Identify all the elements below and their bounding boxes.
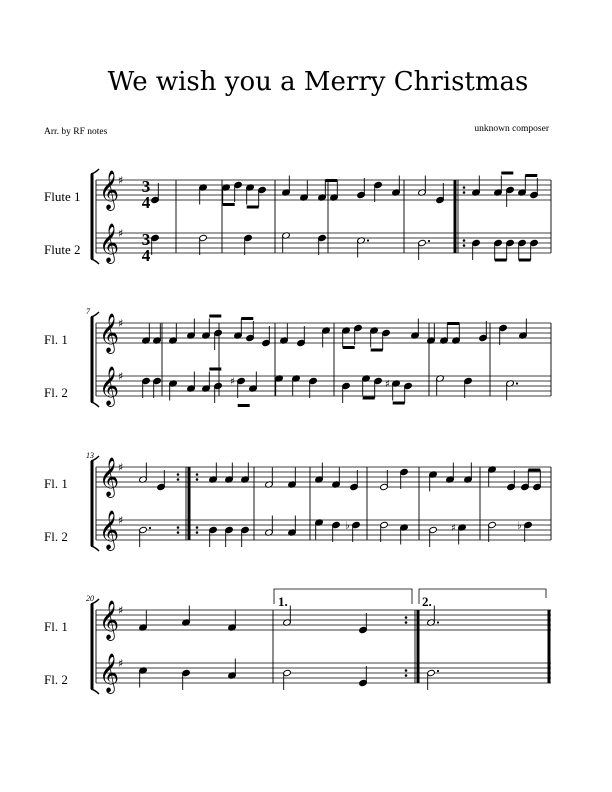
treble-clef-icon: 𝄞 — [99, 170, 120, 210]
sharp-icon: ♯ — [385, 379, 390, 390]
volta-bracket — [419, 589, 546, 604]
dot — [437, 670, 439, 672]
dot — [367, 239, 369, 241]
time-signature-flute-2 — [142, 230, 151, 265]
treble-clef-icon: 𝄞 — [99, 653, 120, 693]
instrument-short-fl1-sys4: Fl. 1 — [44, 619, 68, 634]
volta-label-1: 1. — [278, 594, 288, 609]
sharp-icon: ♯ — [230, 376, 235, 388]
measure-number-13: 13 — [86, 451, 94, 460]
dot — [428, 240, 430, 242]
sharp-icon: ♯ — [118, 370, 124, 383]
bracket-hook — [91, 689, 99, 694]
measure-number-20: 20 — [86, 594, 94, 603]
time-sig-denominator: 4 — [141, 193, 151, 212]
repeat-dot — [463, 239, 466, 242]
instrument-short-fl2-sys4: Fl. 2 — [44, 672, 68, 687]
repeat-dot — [177, 526, 180, 529]
dot — [149, 527, 151, 529]
treble-clef-icon: 𝄞 — [99, 510, 120, 550]
repeat-dot — [196, 526, 199, 529]
repeat-dot — [177, 473, 180, 476]
repeat-dot — [405, 669, 408, 672]
dot — [437, 621, 439, 623]
bracket-hook — [91, 259, 99, 264]
volta-label-2: 2. — [422, 594, 432, 609]
sharp-icon: ♯ — [118, 174, 124, 187]
arranger-credit: Arr. by RF notes — [44, 127, 108, 137]
instrument-name-flute-1: Flute 1 — [44, 189, 81, 204]
time-sig-numerator: 3 — [141, 177, 151, 196]
repeat-dot — [405, 616, 408, 619]
bracket-hook — [91, 312, 99, 317]
repeat-dot — [196, 531, 199, 534]
sharp-icon: ♯ — [118, 227, 124, 240]
time-sig-denominator: 4 — [141, 246, 151, 265]
time-sig-numerator: 3 — [141, 230, 151, 249]
instrument-short-fl1-sys2: Fl. 1 — [44, 332, 68, 347]
repeat-dot — [177, 531, 180, 534]
sharp-icon: ♯ — [118, 461, 124, 474]
instrument-name-flute-2: Flute 2 — [44, 242, 81, 257]
treble-clef-icon: 𝄞 — [99, 457, 120, 497]
treble-clef-icon: 𝄞 — [99, 313, 120, 353]
flat-icon: ♭ — [517, 520, 522, 532]
treble-clef-icon: 𝄞 — [99, 366, 120, 406]
sharp-icon: ♯ — [118, 604, 124, 617]
instrument-short-fl1-sys3: Fl. 1 — [44, 476, 68, 491]
composer-credit: unknown composer — [474, 124, 549, 134]
volta-bracket — [274, 589, 412, 604]
repeat-dot — [463, 244, 466, 247]
instrument-short-fl2-sys2: Fl. 2 — [44, 385, 68, 400]
repeat-dot — [177, 478, 180, 481]
time-signature-flute-1 — [142, 177, 151, 212]
repeat-dot — [405, 674, 408, 677]
treble-clef-icon: 𝄞 — [99, 600, 120, 640]
repeat-dot — [463, 186, 466, 189]
bracket-hook — [91, 402, 99, 407]
flat-icon: ♭ — [345, 520, 350, 532]
music-notation — [91, 169, 551, 694]
repeat-dot — [463, 191, 466, 194]
repeat-dot — [196, 473, 199, 476]
repeat-dot — [405, 621, 408, 624]
sharp-icon: ♯ — [118, 514, 124, 527]
bracket-hook — [91, 546, 99, 551]
sharp-icon: ♯ — [118, 657, 124, 670]
piece-title: We wish you a Merry Christmas — [107, 67, 529, 97]
repeat-dot — [196, 478, 199, 481]
sharp-icon: ♯ — [451, 523, 456, 534]
instrument-short-fl2-sys3: Fl. 2 — [44, 529, 68, 544]
sharp-icon: ♯ — [118, 317, 124, 330]
dot — [516, 382, 518, 384]
bracket-hook — [91, 169, 99, 174]
treble-clef-icon: 𝄞 — [99, 223, 120, 263]
measure-number-7: 7 — [86, 307, 90, 316]
